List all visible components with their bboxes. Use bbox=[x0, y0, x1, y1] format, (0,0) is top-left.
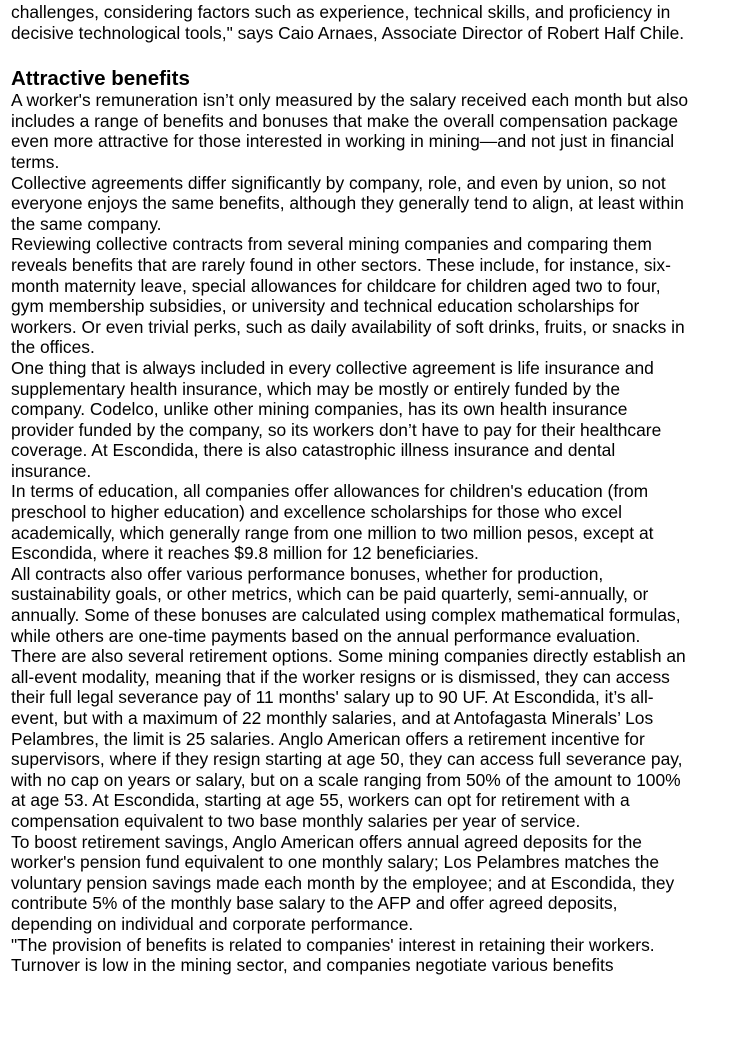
text-line: annually. Some of these bonuses are calculated using complex mathematical formulas, bbox=[11, 605, 681, 626]
text-line: preschool to higher education) and excellence scholarships for those who excel bbox=[11, 502, 622, 523]
text-line: Pelambres, the limit is 25 salaries. Anglo American offers a retirement incentive for bbox=[11, 728, 645, 749]
text-line: includes a range of benefits and bonuses that make the overall compensation package bbox=[11, 110, 679, 131]
text-line: Turnover is low in the mining sector, and companies negotiate various benefits bbox=[11, 955, 614, 976]
text-line: Collective agreements differ significantly by company, role, and even by union, so not bbox=[11, 172, 666, 193]
text-line: insurance. bbox=[11, 460, 92, 481]
text-line: everyone enjoys the same benefits, although they generally tend to align, at least within bbox=[11, 193, 684, 214]
text-line: "The provision of benefits is related to companies' interest in retaining their workers. bbox=[11, 934, 655, 955]
text-line: depending on individual and corporate performance. bbox=[11, 913, 414, 934]
text-line: sustainability goals, or other metrics, which can be paid quarterly, semi-annually, or bbox=[11, 584, 649, 605]
text-line: provider funded by the company, so its workers don’t have to pay for their healthcare bbox=[11, 419, 662, 440]
text-line: decisive technological tools," says Caio Arnaes, Associate Director of Robert Half Chile. bbox=[11, 22, 685, 43]
paragraph-retirement-savings bbox=[11, 832, 746, 935]
text-line: the offices. bbox=[11, 337, 95, 358]
text-line: coverage. At Escondida, there is also catastrophic illness insurance and dental bbox=[11, 440, 616, 461]
text-line: challenges, considering factors such as experience, technical skills, and proficiency in bbox=[11, 2, 671, 22]
text-line: even more attractive for those interested in working in mining—and not just in financial bbox=[11, 131, 675, 152]
text-line: gym membership subsidies, or university and technical education scholarships for bbox=[11, 296, 640, 317]
text-line: while others are one-time payments based on the annual performance evaluation. bbox=[11, 625, 641, 646]
text-line: reveals benefits that are rarely found in other sectors. These include, for instance, six- bbox=[11, 254, 671, 275]
text-line: There are also several retirement options. Some mining companies directly establish an bbox=[11, 646, 686, 667]
paragraph-retirement-options bbox=[11, 646, 746, 831]
text-line: Escondida, where it reaches $9.8 million for 12 beneficiaries. bbox=[11, 543, 479, 564]
text-line: Reviewing collective contracts from several mining companies and comparing them bbox=[11, 234, 652, 255]
paragraph-remuneration bbox=[11, 90, 746, 172]
paragraph-rare-benefits bbox=[11, 234, 746, 358]
text-line: event, but with a maximum of 22 monthly salaries, and at Antofagasta Minerals’ Los bbox=[11, 708, 654, 728]
text-line: with no cap on years or salary, but on a scale ranging from 50% of the amount to 100% bbox=[11, 769, 681, 790]
text-line: their full legal severance pay of 11 months' salary up to 90 UF. At Escondida, it’s all- bbox=[11, 687, 654, 708]
text-line: all-event modality, meaning that if the worker resigns or is dismissed, they can access bbox=[11, 666, 670, 687]
text-line: A worker's remuneration isn’t only measured by the salary received each month but also bbox=[11, 90, 689, 111]
text-line: voluntary pension savings made each month by the employee; and at Escondida, they bbox=[11, 872, 675, 893]
paragraph-performance-bonuses bbox=[11, 564, 746, 646]
intro-paragraph bbox=[11, 2, 746, 43]
text-line: In terms of education, all companies offer allowances for children's education (from bbox=[11, 481, 649, 502]
text-line: supplementary health insurance, which may be mostly or entirely funded by the bbox=[11, 378, 620, 399]
text-line: All contracts also offer various performance bonuses, whether for production, bbox=[11, 563, 604, 584]
text-line: supervisors, where if they resign starting at age 50, they can access full severance pay, bbox=[11, 749, 683, 770]
text-line: workers. Or even trivial perks, such as daily availability of soft drinks, fruits, or snacks in bbox=[11, 316, 685, 337]
text-line: worker's pension fund equivalent to one monthly salary; Los Pelambres matches the bbox=[11, 852, 660, 873]
paragraph-insurance bbox=[11, 358, 746, 482]
text-line: month maternity leave, special allowances for childcare for children aged two to four, bbox=[11, 275, 661, 296]
text-line: the same company. bbox=[11, 213, 162, 234]
section-heading: Attractive benefits bbox=[11, 67, 190, 91]
text-line: To boost retirement savings, Anglo American offers annual agreed deposits for the bbox=[11, 831, 642, 852]
text-line: academically, which generally range from one million to two million pesos, except at bbox=[11, 522, 654, 543]
paragraph-retention-quote bbox=[11, 935, 746, 976]
article-page bbox=[11, 2, 746, 976]
text-line: terms. bbox=[11, 151, 60, 172]
text-line: compensation equivalent to two base monthly salaries per year of service. bbox=[11, 810, 581, 831]
text-line: at age 53. At Escondida, starting at age 55, workers can opt for retirement with a bbox=[11, 790, 630, 811]
text-line: One thing that is always included in every collective agreement is life insurance and bbox=[11, 357, 654, 378]
text-line: contribute 5% of the monthly base salary to the AFP and offer agreed deposits, bbox=[11, 893, 618, 914]
paragraph-collective-agreements bbox=[11, 173, 746, 235]
text-line: company. Codelco, unlike other mining companies, has its own health insurance bbox=[11, 399, 628, 420]
paragraph-education bbox=[11, 481, 746, 563]
